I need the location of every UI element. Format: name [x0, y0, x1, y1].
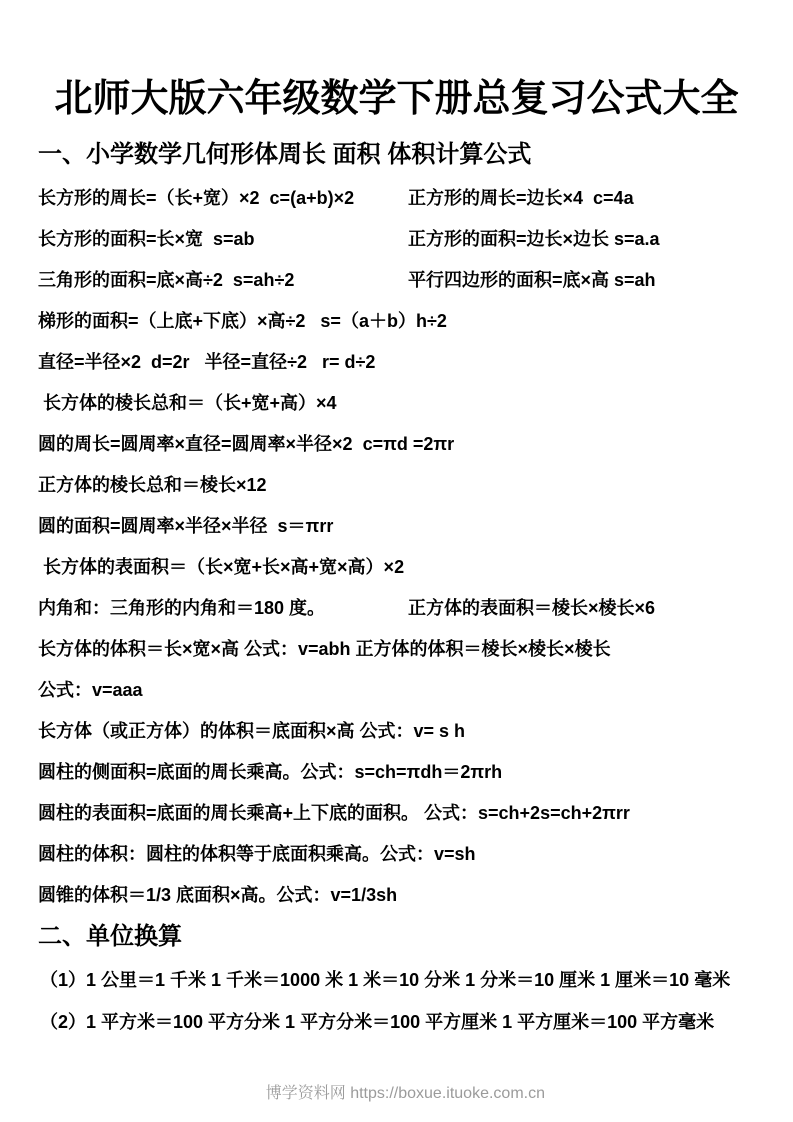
formula-line [38, 750, 793, 791]
formula-line [38, 340, 793, 381]
formula-text: 圆的面积=圆周率×半径×半径 s＝πrr [38, 515, 334, 536]
formula-text: 圆柱的体积：圆柱的体积等于底面积乘高。公式：v=sh [38, 843, 476, 864]
formula-right: 正方形的周长=边长×4 c=4a [408, 187, 634, 208]
formula-right: 正方形的面积=边长×边长 s=a.a [408, 228, 660, 249]
formula-text: 圆的周长=圆周率×直径=圆周率×半径×2 c=πd =2πr [38, 433, 455, 454]
section2-heading: 二、单位换算 [38, 923, 182, 950]
formula-line [38, 873, 793, 914]
formula-line [38, 504, 793, 545]
formula-text: 梯形的面积=（上底+下底）×高÷2 s=（a＋b）h÷2 [38, 310, 447, 331]
formula-right: 正方体的表面积＝棱长×棱长×6 [408, 597, 656, 618]
formula-line [38, 668, 793, 709]
unit-line [40, 1000, 793, 1042]
formula-text: 直径=半径×2 d=2r 半径=直径÷2 r= d÷2 [38, 351, 376, 372]
formula-text: 圆锥的体积＝1/3 底面积×高。公式：v=1/3sh [38, 884, 398, 905]
unit-text: （2）1 平方米＝100 平方分米 1 平方分米＝100 平方厘米 1 平方厘米＝100 平方毫米 [40, 1012, 715, 1032]
formula-line [38, 832, 793, 873]
formula-text: 圆柱的表面积=底面的周长乘高+上下底的面积。 公式：s=ch+2s=ch+2πrr [38, 802, 630, 823]
formula-text: 公式：v=aaa [38, 679, 143, 700]
formula-text: 长方体的棱长总和＝（长+宽+高）×4 [38, 392, 337, 413]
formula-line [38, 217, 793, 258]
formula-text: 正方体的棱长总和＝棱长×12 [38, 474, 267, 495]
formula-right: 平行四边形的面积=底×高 s=ah [408, 269, 656, 290]
unit-text: （1）1 公里＝1 千米 1 千米＝1000 米 1 米＝10 分米 1 分米＝10 厘米 1 厘米＝10 毫米 [40, 970, 731, 990]
formula-line [38, 627, 793, 668]
formula-line [38, 545, 793, 586]
formula-left: 内角和：三角形的内角和＝180 度。 [38, 597, 326, 618]
formula-line [38, 299, 793, 340]
formula-line [38, 709, 793, 750]
formula-line [38, 258, 793, 299]
formula-left: 长方形的面积=长×宽 s=ab [38, 228, 255, 249]
unit-line [40, 958, 793, 1000]
formula-line [38, 176, 793, 217]
page-title: 北师大版六年级数学下册总复习公式大全 [54, 78, 739, 120]
formula-line [38, 463, 793, 504]
formula-left: 长方形的周长=（长+宽）×2 c=(a+b)×2 [38, 187, 355, 208]
formula-line [38, 586, 793, 627]
formula-text: 长方体（或正方体）的体积＝底面积×高 公式：v= s h [38, 720, 466, 741]
formula-text: 长方体的体积＝长×宽×高 公式：v=abh 正方体的体积＝棱长×棱长×棱长 [38, 638, 611, 659]
formula-text: 长方体的表面积＝（长×宽+长×高+宽×高）×2 [38, 556, 405, 577]
formula-left: 三角形的面积=底×高÷2 s=ah÷2 [38, 269, 295, 290]
formula-line [38, 422, 793, 463]
footer-link[interactable]: 博学资料网 https://boxue.ituoke.com.cn [265, 1085, 545, 1102]
formula-line [38, 791, 793, 832]
section1-heading: 一、小学数学几何形体周长 面积 体积计算公式 [38, 141, 532, 168]
formula-line [38, 381, 793, 422]
formula-text: 圆柱的侧面积=底面的周长乘高。公式：s=ch=πdh＝2πrh [38, 761, 503, 782]
formula-list [38, 176, 793, 914]
footer [0, 1062, 793, 1121]
unit-conversion-list [40, 958, 793, 1042]
